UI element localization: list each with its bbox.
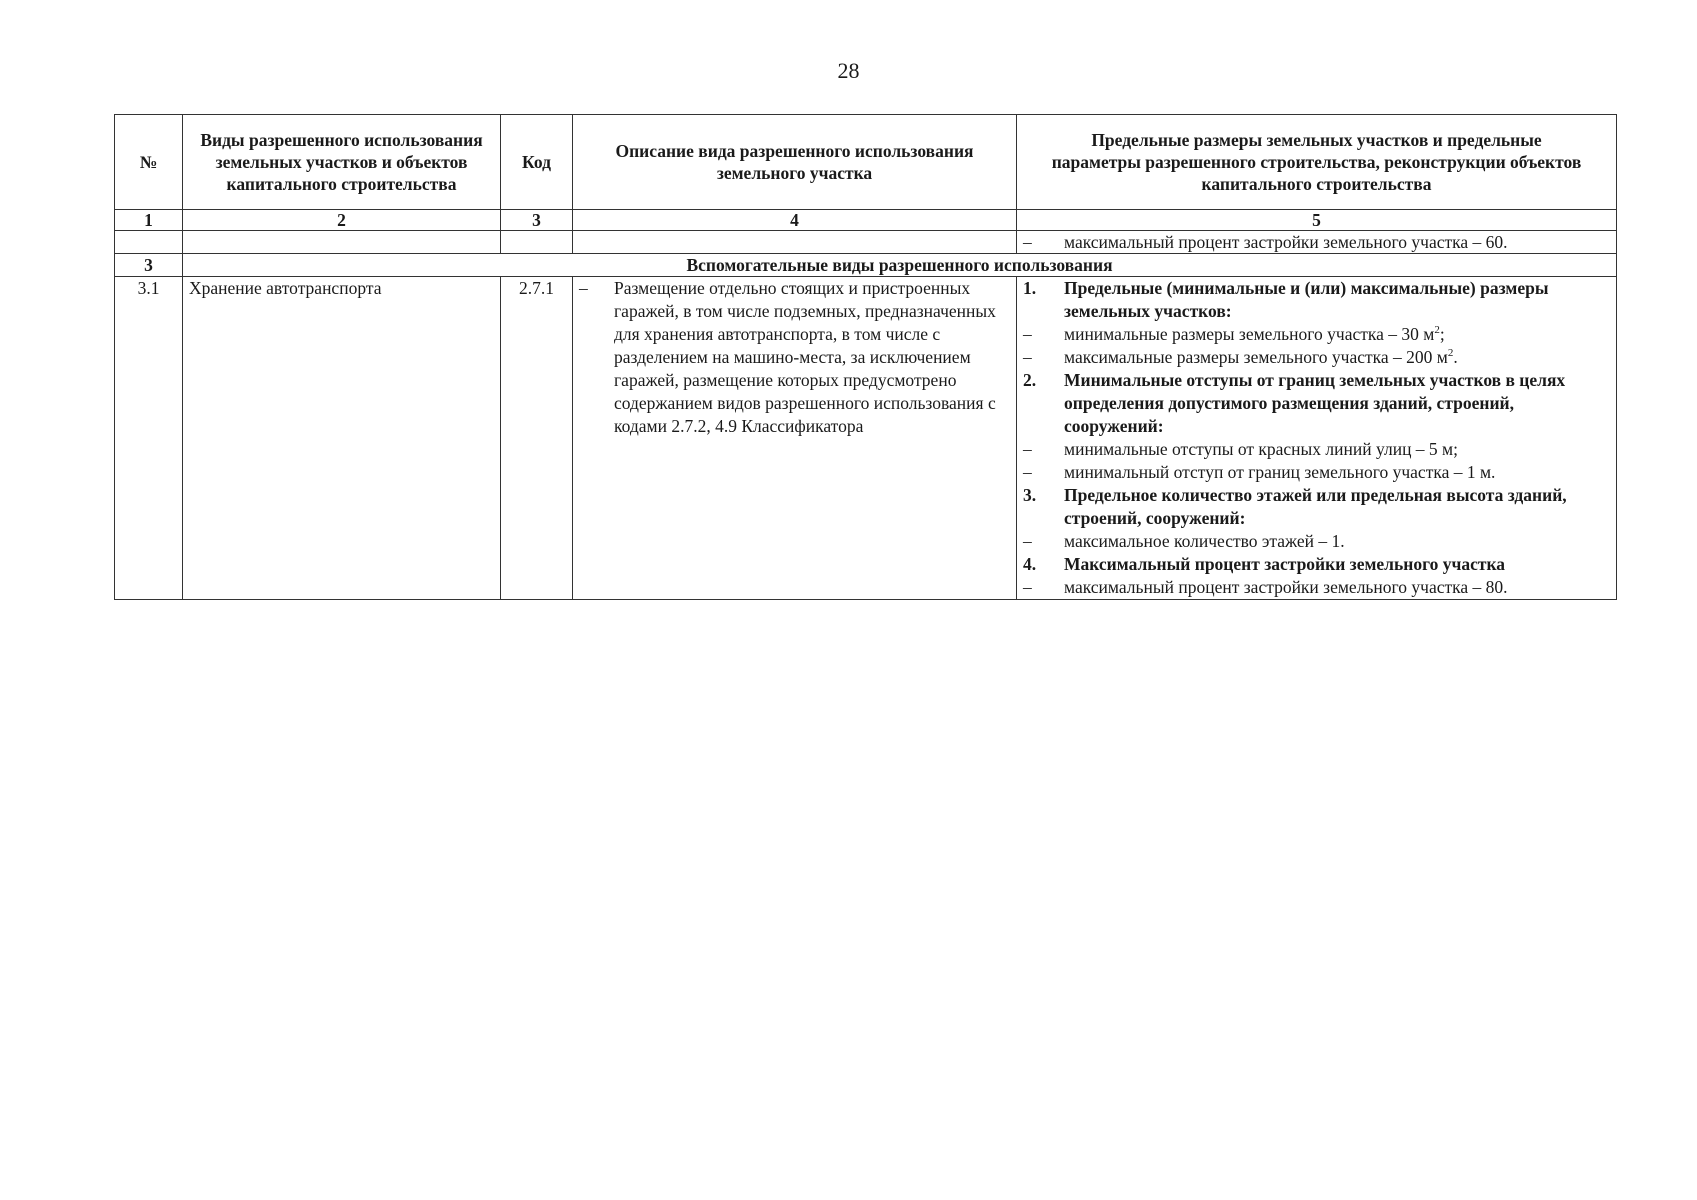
table-row: [115, 277, 1617, 600]
param-text: минимальные отступы от красных линий улиц – 5 м;: [1064, 439, 1458, 459]
list-marker: –: [1023, 324, 1032, 344]
param-heading: [1023, 553, 1610, 576]
column-number: 3: [501, 210, 573, 231]
header-number: №: [115, 115, 183, 210]
column-number: 5: [1017, 210, 1617, 231]
param-text: Минимальные отступы от границ земельных участков в целях определения допустимого размещения зданий, строений, сооружений:: [1064, 370, 1566, 436]
param-text: Предельные (минимальные и (или) максимальные) размеры земельных участков:: [1064, 278, 1549, 321]
list-marker: –: [1023, 531, 1032, 551]
column-number: 2: [183, 210, 501, 231]
param-item: [1023, 530, 1610, 553]
list-marker: 1.: [1023, 278, 1037, 298]
row-code: 2.7.1: [501, 277, 573, 600]
list-marker: –: [1023, 462, 1032, 482]
param-item: [1023, 346, 1610, 369]
row-description-cell: [573, 277, 1017, 600]
param-text: максимальный процент застройки земельного участка – 80.: [1064, 577, 1508, 597]
list-marker: 4.: [1023, 554, 1037, 574]
param-heading: [1023, 484, 1610, 530]
param-text: максимальное количество этажей – 1.: [1064, 531, 1345, 551]
header-use-type: Виды разрешенного использования земельных участков и объектов капитального строительства: [183, 115, 501, 210]
param-text: Предельное количество этажей или предельная высота зданий, строений, сооружений:: [1064, 485, 1567, 528]
param-heading: [1023, 277, 1610, 323]
param-item: [1023, 438, 1610, 461]
section-row: [115, 254, 1617, 277]
header-parameters: Предельные размеры земельных участков и предельные параметры разрешенного строительства, реконструкции объектов капитального строительства: [1017, 115, 1617, 210]
continuation-row: [115, 231, 1617, 254]
param-text: максимальные размеры земельного участка – 200 $м^2$.: [1064, 347, 1458, 367]
row-description: Размещение отдельно стоящих и пристроенных гаражей, в том числе подземных, предназначенных для хранения автотранспорта, в том числе с разделением на машино-места, за исключением гаражей, размещение которых предусмотрено содержанием видов разрешенного использования с кодами 2.7.2, 4.9 Классификатора: [614, 278, 996, 436]
section-title: Вспомогательные виды разрешенного использования: [183, 254, 1617, 277]
dash-marker: –: [579, 278, 588, 298]
section-number: 3: [115, 254, 183, 277]
list-marker: –: [1023, 439, 1032, 459]
list-marker: 2.: [1023, 370, 1037, 390]
param-heading: [1023, 369, 1610, 438]
header-code: Код: [501, 115, 573, 210]
row-use-name: Хранение автотранспорта: [183, 277, 501, 600]
list-marker: –: [1023, 577, 1032, 597]
param-item: [1023, 461, 1610, 484]
land-use-table: [114, 114, 1617, 600]
dash-marker: –: [1023, 232, 1032, 252]
header-description: Описание вида разрешенного использования земельного участка: [573, 115, 1017, 210]
table-header-row: [115, 115, 1617, 210]
column-number: 4: [573, 210, 1017, 231]
column-number-row: [115, 210, 1617, 231]
param-item: [1023, 323, 1610, 346]
param-text: Максимальный процент застройки земельного участка: [1064, 554, 1506, 574]
row-parameters-cell: [1017, 277, 1617, 600]
list-marker: –: [1023, 347, 1032, 367]
continuation-text: максимальный процент застройки земельного участка – 60.: [1064, 232, 1508, 252]
row-number: 3.1: [115, 277, 183, 600]
column-number: 1: [115, 210, 183, 231]
page-number: 28: [837, 58, 860, 83]
list-marker: 3.: [1023, 485, 1037, 505]
param-item: [1023, 576, 1610, 599]
param-text: минимальный отступ от границ земельного участка – 1 м.: [1064, 462, 1496, 482]
param-text: минимальные размеры земельного участка – 30 $м^2$;: [1064, 324, 1445, 344]
